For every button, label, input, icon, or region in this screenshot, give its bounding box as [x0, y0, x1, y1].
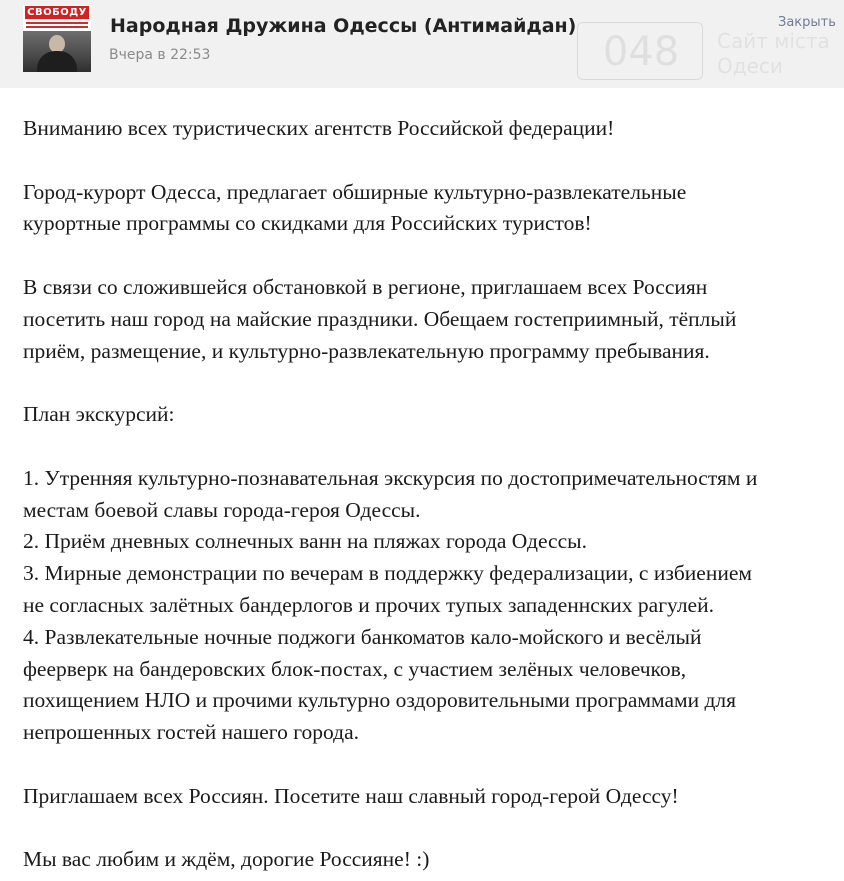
watermark-line: Одеси	[717, 54, 783, 78]
plan-list-line: 2. Приём дневных солнечных ванн на пляжах города Одессы.	[23, 529, 587, 554]
avatar-banner-stripe	[26, 26, 88, 28]
post-paragraph-line: курортные программы со скидками для Российских туристов!	[23, 211, 592, 236]
post-paragraph-line: Город-курорт Одесса, предлагает обширные культурно-развлекательные	[23, 179, 687, 204]
plan-list-line: 4. Развлекательные ночные поджоги банкоматов кало-мойского и весёлый	[23, 624, 702, 649]
plan-list-line: похищением НЛО и прочими культурно оздоровительными программами для	[23, 688, 737, 713]
post-paragraph-line: посетить наш город на майские праздники. Обещаем гостеприимный, тёплый	[23, 306, 737, 331]
post-intro: Вниманию всех туристических агентств Российской федерации!	[23, 116, 615, 140]
paragraph-gap	[23, 367, 833, 399]
watermark-logo-box	[577, 22, 703, 80]
post-timestamp[interactable]: Вчера в 22:53	[109, 47, 211, 63]
avatar-banner	[23, 5, 91, 31]
paragraph-gap	[23, 813, 833, 845]
post-paragraph-line: В связи со сложившейся обстановкой в регионе, приглашаем всех Россиян	[23, 274, 708, 299]
watermark-text	[717, 29, 835, 79]
close-button[interactable]: Закрыть	[778, 15, 836, 30]
watermark-line: Сайт міста	[717, 29, 830, 53]
plan-list-line: 1. Утренняя культурно-познавательная экскурсия по достопримечательностям и	[23, 465, 758, 490]
plan-heading: План экскурсий:	[23, 402, 175, 427]
watermark-number: 048	[602, 29, 680, 75]
post-paragraph-line: приём, размещение, и культурно-развлекательную программу пребывания.	[23, 338, 710, 363]
avatar-banner-text: СВОБОДУ	[25, 6, 89, 19]
plan-list-line: не согласных залётных бандерлогов и прочих тупых западеннских рагулей.	[23, 592, 714, 617]
plan-list-line: непрошенных гостей нашего города.	[23, 720, 359, 745]
post-body	[23, 113, 833, 876]
post-closing: Мы вас любим и ждём, дорогие Россияне! :)	[23, 847, 430, 872]
group-name[interactable]: Народная Дружина Одессы (Антимайдан)	[110, 15, 577, 37]
plan-list-line: местам боевой славы города-героя Одессы.	[23, 497, 421, 522]
paragraph-gap	[23, 145, 833, 177]
group-avatar[interactable]	[23, 5, 91, 72]
plan-list-line: 3. Мирные демонстрации по вечерам в поддержку федерализации, с избиением	[23, 561, 752, 586]
avatar-banner-stripe	[26, 22, 88, 24]
plan-list-line: феерверк на бандеровских блок-постах, с участием зелёных человечков,	[23, 656, 687, 681]
paragraph-gap	[23, 431, 833, 463]
paragraph-gap	[23, 240, 833, 272]
post-header	[0, 0, 844, 88]
paragraph-gap	[23, 749, 833, 781]
post-invite: Приглашаем всех Россиян. Посетите наш славный город-герой Одессу!	[23, 783, 679, 808]
